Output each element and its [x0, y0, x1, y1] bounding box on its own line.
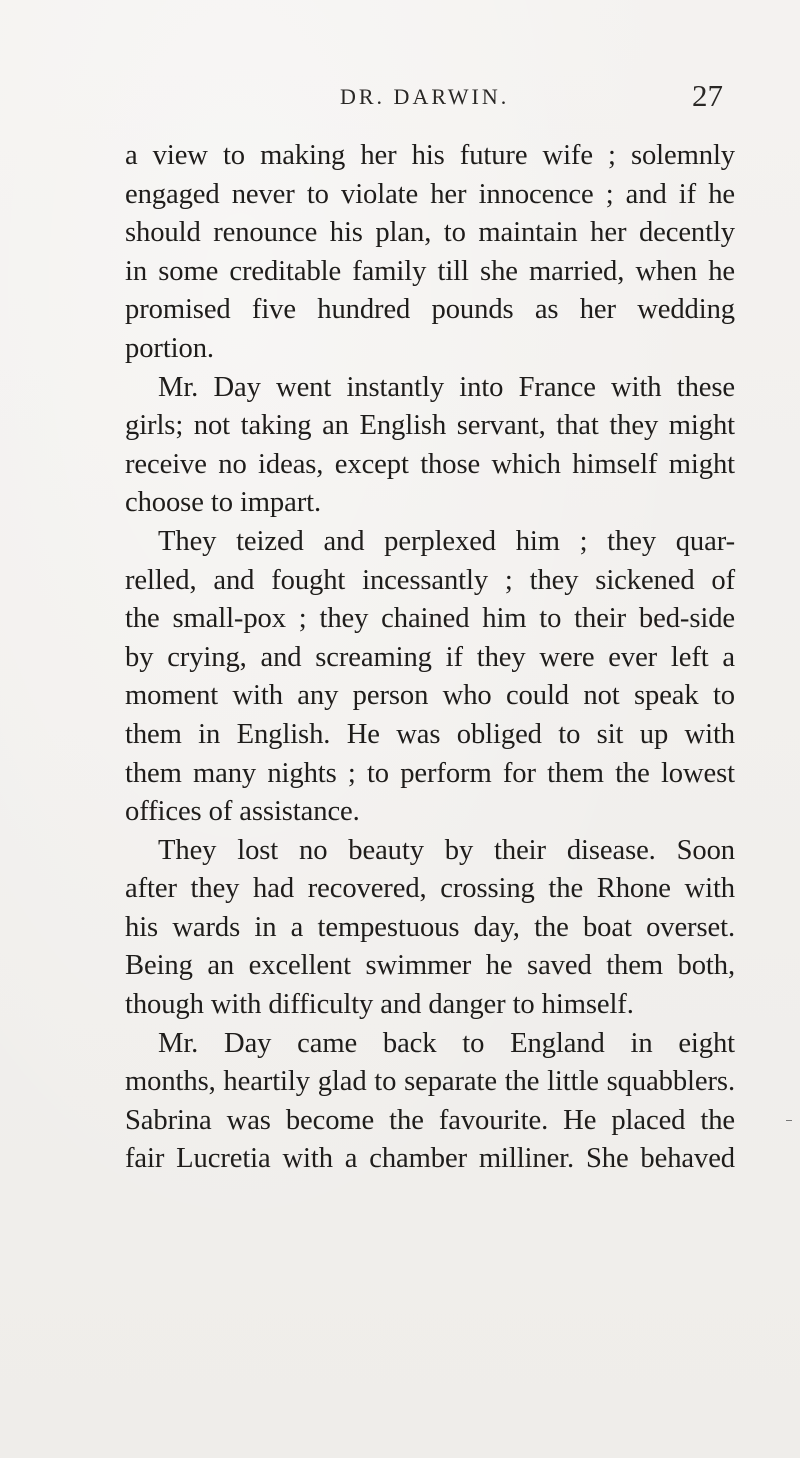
text-line: them in English. He was obliged to sit up with [125, 718, 735, 750]
text-line: Mr. Day went instantly into France with these [158, 371, 735, 403]
text-line: them many nights ; to perform for them the lowest [125, 757, 735, 789]
text-line: promised five hundred pounds as her wedding [125, 294, 735, 326]
text-line: his wards in a tempestuous day, the boat overset. [125, 911, 735, 943]
body-text [125, 137, 735, 1179]
text-line: a view to making her his future wife ; solemnly [125, 140, 735, 171]
running-head: DR. DARWIN. [340, 84, 510, 109]
text-line: girls; not taking an English servant, that they might [125, 410, 735, 442]
page-number: 27 [692, 78, 723, 113]
text-line: though with difficulty and danger to himself. [125, 989, 634, 1021]
text-line: by crying, and screaming if they were ever left a [125, 641, 735, 673]
text-line: Mr. Day came back to England in eight [158, 1027, 735, 1059]
text-line: Sabrina was become the favourite. He placed the [125, 1104, 735, 1136]
text-line: receive no ideas, except those which himself might [125, 448, 735, 480]
text-line: choose to impart. [125, 487, 322, 519]
text-line: months, heartily glad to separate the little squabblers. [125, 1066, 735, 1098]
text-line: offices of assistance. [125, 796, 360, 828]
text-line: the small-pox ; they chained him to their bed-side [125, 603, 735, 635]
text-line: They lost no beauty by their disease. Soon [158, 834, 735, 866]
text-line: portion. [125, 332, 214, 364]
text-line: relled, and fought incessantly ; they sickened of [125, 564, 735, 596]
page-header [0, 78, 800, 122]
text-line: engaged never to violate her innocence ; and if he [125, 178, 735, 210]
text-line: should renounce his plan, to maintain her decently [125, 217, 735, 249]
text-line: moment with any person who could not speak to [125, 680, 735, 712]
text-line: fair Lucretia with a chamber milliner. She behaved [125, 1143, 735, 1175]
text-line: They teized and perplexed him ; they quar- [158, 525, 735, 557]
text-line: Being an excellent swimmer he saved them both, [125, 950, 735, 982]
text-line: in some creditable family till she married, when he [125, 255, 735, 287]
text-line: after they had recovered, crossing the Rhone with [125, 873, 735, 905]
margin-mark [786, 1120, 792, 1121]
